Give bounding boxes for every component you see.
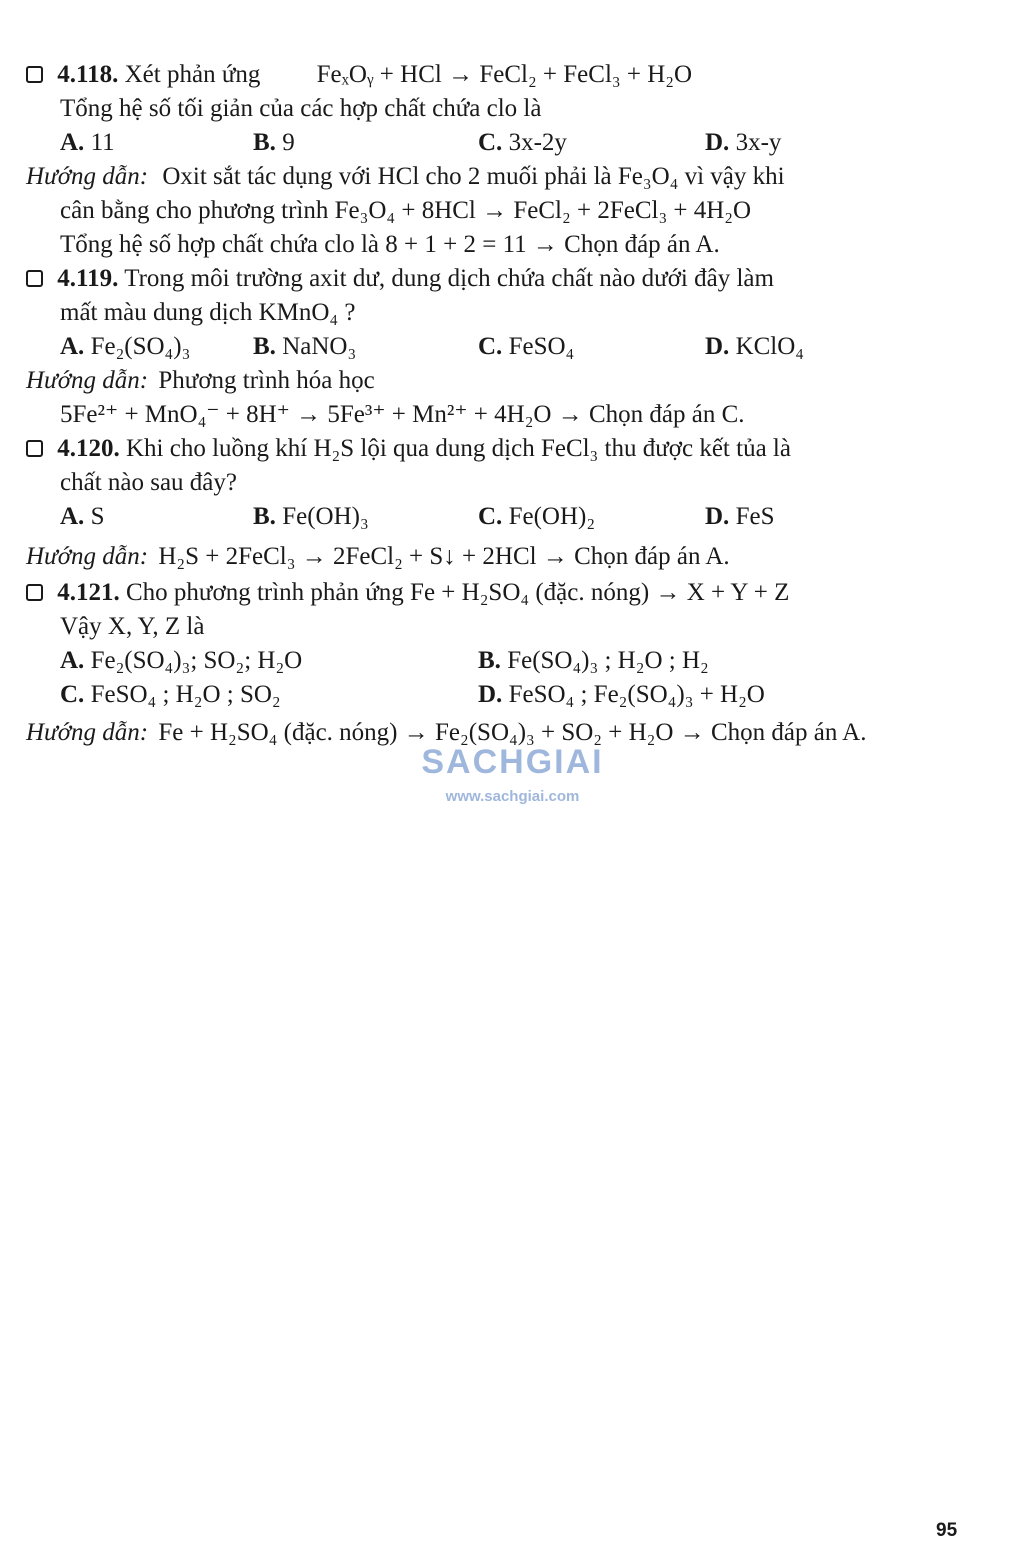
guide-label: Hướng dẫn: — [26, 543, 149, 570]
question-4-121-line2: Vậy X, Y, Z là — [60, 613, 205, 640]
option-c: C. Fe(OH)₂ — [478, 503, 596, 530]
reaction-equation: FeₓOᵧ + HCl → FeCl₂ + FeCl₃ + H₂O — [316, 61, 693, 88]
question-4-119 — [26, 262, 966, 295]
option-a: A. S — [60, 503, 105, 530]
question-text: Khi cho luồng khí H₂S lội qua dung dịch FeCl₃ thu được kết tủa là — [126, 435, 791, 462]
option-d: D. KClO₄ — [705, 333, 805, 360]
option-b: B. Fe(OH)₃ — [253, 503, 369, 530]
option-c: C. FeSO₄ — [478, 333, 575, 360]
question-text: Trong môi trường axit dư, dung dịch chứa chất nào dưới đây làm — [124, 265, 774, 292]
question-number: 4.119. — [57, 265, 119, 292]
page-number: 95 — [936, 1520, 958, 1541]
watermark-logo: SACHGIAI — [421, 743, 604, 781]
question-number: 4.118. — [57, 61, 119, 88]
option-a: A. Fe₂(SO₄)₃; SO₂; H₂O — [60, 647, 303, 674]
question-text: Xét phản ứng — [124, 61, 261, 88]
checkbox-bullet-icon — [26, 66, 43, 83]
guide-4-118-line2: cân bằng cho phương trình Fe₃O₄ + 8HCl → FeCl₂ + 2FeCl₃ + 4H₂O — [60, 197, 752, 224]
option-b: B. 9 — [253, 129, 295, 156]
checkbox-bullet-icon — [26, 440, 43, 457]
guide-label: Hướng dẫn: — [26, 367, 149, 394]
guide-4-119: Hướng dẫn: Phương trình hóa học — [26, 367, 375, 394]
question-4-120 — [26, 432, 966, 465]
checkbox-bullet-icon — [26, 584, 43, 601]
question-4-119-line2: mất màu dung dịch KMnO₄ ? — [60, 299, 356, 326]
question-number: 4.121. — [57, 579, 120, 606]
watermark-url: www.sachgiai.com — [445, 788, 580, 805]
option-d: D. FeS — [705, 503, 775, 530]
guide-label: Hướng dẫn: — [26, 719, 149, 746]
option-c: C. 3x-2y — [478, 129, 567, 156]
question-4-118 — [26, 58, 966, 91]
option-d: D. FeSO₄ ; Fe₂(SO₄)₃ + H₂O — [478, 681, 765, 708]
guide-4-120: Hướng dẫn: H₂S + 2FeCl₃ → 2FeCl₂ + S↓ + 2HCl → Chọn đáp án A. — [26, 543, 730, 570]
option-c: C. FeSO₄ ; H₂O ; SO₂ — [60, 681, 281, 708]
question-text: Cho phương trình phản ứng Fe + H₂SO₄ (đặc. nóng) → X + Y + Z — [126, 579, 790, 606]
option-b: B. Fe(SO₄)₃ ; H₂O ; H₂ — [478, 647, 709, 674]
option-b: B. NaNO₃ — [253, 333, 357, 360]
guide-4-121: Hướng dẫn: Fe + H₂SO₄ (đặc. nóng) → Fe₂(SO₄)₃ + SO₂ + H₂O → Chọn đáp án A. — [26, 719, 867, 746]
checkbox-bullet-icon — [26, 270, 43, 287]
guide-label: Hướng dẫn: — [26, 163, 149, 190]
guide-4-118: Hướng dẫn: Oxit sắt tác dụng với HCl cho 2 muối phải là Fe₃O₄ vì vậy khi — [26, 163, 785, 190]
question-4-121 — [26, 576, 966, 609]
question-number: 4.120. — [57, 435, 120, 462]
watermark — [410, 742, 615, 805]
guide-4-119-line2: 5Fe²⁺ + MnO₄⁻ + 8H⁺ → 5Fe³⁺ + Mn²⁺ + 4H₂O → Chọn đáp án C. — [60, 401, 745, 428]
option-a: A. 11 — [60, 129, 115, 156]
option-d: D. 3x-y — [705, 129, 782, 156]
question-4-120-line2: chất nào sau đây? — [60, 469, 238, 496]
guide-4-118-line3: Tổng hệ số hợp chất chứa clo là 8 + 1 + 2 = 11 → Chọn đáp án A. — [60, 231, 720, 258]
option-a: A. Fe₂(SO₄)₃ — [60, 333, 191, 360]
question-4-118-line2: Tổng hệ số tối giản của các hợp chất chứa clo là — [60, 95, 542, 122]
